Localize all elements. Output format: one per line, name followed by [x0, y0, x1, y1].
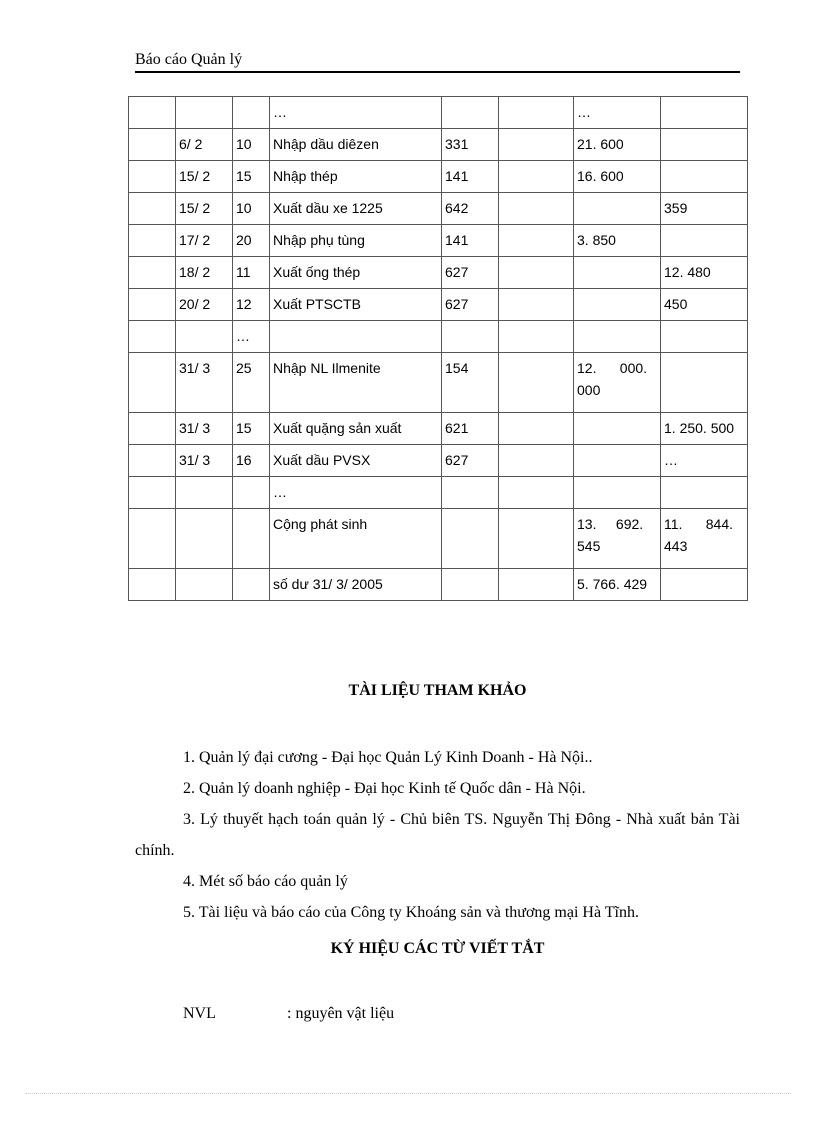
table-cell-col-doc-no: …	[233, 321, 270, 353]
table-cell-col-account: 331	[442, 129, 499, 161]
table-row	[129, 445, 748, 477]
table-cell-col-credit: …	[661, 445, 748, 477]
table-cell-col-credit	[661, 225, 748, 257]
table-cell-col-empty	[499, 289, 574, 321]
table-cell-col-blank	[129, 161, 176, 193]
reference-item: 4. Mét số báo cáo quản lý	[183, 873, 348, 890]
table-cell-col-blank	[129, 477, 176, 509]
table-cell-col-doc-no: 15	[233, 161, 270, 193]
table-row	[129, 97, 748, 129]
table-cell-col-credit	[661, 569, 748, 601]
table-cell-col-empty	[499, 97, 574, 129]
table-cell-col-debit	[574, 257, 661, 289]
table-cell-col-account	[442, 477, 499, 509]
table-cell-col-debit: …	[574, 97, 661, 129]
table-cell-col-account	[442, 509, 499, 569]
references-title: TÀI LIỆU THAM KHẢO	[348, 682, 527, 699]
table-cell-col-description: Nhập thép	[270, 161, 442, 193]
table-cell-col-account: 627	[442, 289, 499, 321]
table-row	[129, 413, 748, 445]
table-cell-col-description: Xuất PTSCTB	[270, 289, 442, 321]
table-cell-col-empty	[499, 193, 574, 225]
table-cell-col-debit: 5. 766. 429	[574, 569, 661, 601]
table-cell-col-doc-no	[233, 569, 270, 601]
table-cell-col-blank	[129, 445, 176, 477]
table-cell-col-debit: 3. 850	[574, 225, 661, 257]
table-cell-col-blank	[129, 509, 176, 569]
table-cell-col-credit: 12. 480	[661, 257, 748, 289]
table-cell-col-date	[176, 509, 233, 569]
abbreviations-title: KÝ HIỆU CÁC TỪ VIẾT TẮT	[330, 940, 545, 957]
table-cell-col-date: 6/ 2	[176, 129, 233, 161]
table-cell-col-account: 141	[442, 161, 499, 193]
table-cell-col-empty	[499, 161, 574, 193]
table-cell-col-doc-no: 10	[233, 129, 270, 161]
table-cell-col-credit: 450	[661, 289, 748, 321]
references-list	[135, 742, 740, 928]
table-cell-col-account: 141	[442, 225, 499, 257]
table-cell-col-credit	[661, 353, 748, 413]
table-cell-col-account: 627	[442, 445, 499, 477]
reference-item: 1. Quản lý đại cương - Đại học Quản Lý Kinh Doanh - Hà Nội..	[183, 749, 593, 766]
reference-item: 2. Quản lý doanh nghiệp - Đại học Kinh tế Quốc dân - Hà Nội.	[183, 780, 586, 797]
table-cell-col-blank	[129, 225, 176, 257]
page-header	[135, 50, 740, 73]
table-cell-col-date	[176, 569, 233, 601]
table-cell-col-description: Xuất dầu PVSX	[270, 445, 442, 477]
table-row	[129, 289, 748, 321]
table-row	[129, 509, 748, 569]
table-cell-col-credit: 359	[661, 193, 748, 225]
table-cell-col-blank	[129, 97, 176, 129]
table-cell-col-description: …	[270, 477, 442, 509]
table-cell-col-date: 18/ 2	[176, 257, 233, 289]
table-row	[129, 161, 748, 193]
table-cell-col-empty	[499, 257, 574, 289]
table-cell-col-description: số dư 31/ 3/ 2005	[270, 569, 442, 601]
table-cell-col-description: …	[270, 97, 442, 129]
table-cell-col-date: 31/ 3	[176, 353, 233, 413]
table-cell-col-doc-no: 12	[233, 289, 270, 321]
abbreviation-key: NVL	[183, 1005, 216, 1022]
table-cell-col-doc-no: 25	[233, 353, 270, 413]
table-cell-col-date: 31/ 3	[176, 445, 233, 477]
table-cell-col-credit	[661, 477, 748, 509]
table-cell-col-description: Nhập phụ tùng	[270, 225, 442, 257]
table-cell-col-account: 154	[442, 353, 499, 413]
table-cell-col-account: 627	[442, 257, 499, 289]
table-cell-col-date: 20/ 2	[176, 289, 233, 321]
table-cell-col-debit	[574, 477, 661, 509]
table-cell-col-credit	[661, 321, 748, 353]
table-cell-col-account	[442, 97, 499, 129]
table-row	[129, 321, 748, 353]
table-cell-col-empty	[499, 477, 574, 509]
table-cell-col-description: Xuất quặng sản xuất	[270, 413, 442, 445]
table-cell-col-debit: 13. 692. 545	[574, 509, 661, 569]
ledger-table	[128, 96, 748, 601]
table-cell-col-account: 621	[442, 413, 499, 445]
table-cell-col-empty	[499, 129, 574, 161]
table-cell-col-empty	[499, 353, 574, 413]
table-cell-col-blank	[129, 193, 176, 225]
abbreviation-row	[183, 1005, 394, 1023]
table-cell-col-debit	[574, 321, 661, 353]
table-cell-col-empty	[499, 321, 574, 353]
table-cell-col-debit	[574, 193, 661, 225]
table-cell-col-blank	[129, 129, 176, 161]
table-cell-col-date: 15/ 2	[176, 193, 233, 225]
table-cell-col-doc-no: 15	[233, 413, 270, 445]
table-cell-col-description	[270, 321, 442, 353]
table-cell-col-description: Xuất dầu xe 1225	[270, 193, 442, 225]
table-cell-col-description: Cộng phát sinh	[270, 509, 442, 569]
table-row	[129, 257, 748, 289]
table-cell-col-doc-no	[233, 477, 270, 509]
table-cell-col-description: Nhập NL Ilmenite	[270, 353, 442, 413]
table-cell-col-blank	[129, 353, 176, 413]
table-cell-col-doc-no	[233, 509, 270, 569]
table-cell-col-debit	[574, 413, 661, 445]
table-cell-col-account	[442, 569, 499, 601]
table-cell-col-blank	[129, 569, 176, 601]
table-row	[129, 569, 748, 601]
table-cell-col-credit	[661, 161, 748, 193]
reference-item: 5. Tài liệu và báo cáo của Công ty Khoáng sản và thương mại Hà Tĩnh.	[183, 904, 639, 921]
table-cell-col-date	[176, 321, 233, 353]
table-cell-col-account: 642	[442, 193, 499, 225]
table-cell-col-debit: 12. 000. 000	[574, 353, 661, 413]
table-cell-col-blank	[129, 289, 176, 321]
table-row	[129, 477, 748, 509]
table-cell-col-empty	[499, 509, 574, 569]
table-cell-col-account	[442, 321, 499, 353]
table-cell-col-credit	[661, 97, 748, 129]
table-cell-col-debit: 16. 600	[574, 161, 661, 193]
table-cell-col-debit	[574, 289, 661, 321]
table-cell-col-doc-no: 11	[233, 257, 270, 289]
table-cell-col-date: 31/ 3	[176, 413, 233, 445]
table-cell-col-description: Xuất ống thép	[270, 257, 442, 289]
table-row	[129, 353, 748, 413]
table-row	[129, 193, 748, 225]
table-cell-col-empty	[499, 569, 574, 601]
table-cell-col-doc-no: 20	[233, 225, 270, 257]
table-cell-col-empty	[499, 225, 574, 257]
table-cell-col-blank	[129, 321, 176, 353]
table-cell-col-description: Nhập dầu diêzen	[270, 129, 442, 161]
abbreviation-value: : nguyên vật liệu	[287, 1005, 395, 1022]
table-cell-col-doc-no: 10	[233, 193, 270, 225]
table-cell-col-empty	[499, 445, 574, 477]
table-cell-col-date	[176, 477, 233, 509]
table-row	[129, 225, 748, 257]
table-cell-col-date: 15/ 2	[176, 161, 233, 193]
table-cell-col-credit: 11. 844. 443	[661, 509, 748, 569]
table-cell-col-debit	[574, 445, 661, 477]
page-footer-rule	[25, 1093, 791, 1094]
reference-item: 3. Lý thuyết hạch toán quản lý - Chủ biên TS. Nguyễn Thị Đông - Nhà xuất bản Tài chính.	[135, 811, 740, 859]
table-row	[129, 129, 748, 161]
table-cell-col-empty	[499, 413, 574, 445]
table-cell-col-credit: 1. 250. 500	[661, 413, 748, 445]
page-header-title: Báo cáo Quản lý	[135, 51, 243, 68]
table-cell-col-doc-no	[233, 97, 270, 129]
table-cell-col-date	[176, 97, 233, 129]
table-cell-col-doc-no: 16	[233, 445, 270, 477]
table-cell-col-blank	[129, 413, 176, 445]
table-cell-col-credit	[661, 129, 748, 161]
table-cell-col-date: 17/ 2	[176, 225, 233, 257]
table-cell-col-blank	[129, 257, 176, 289]
table-cell-col-debit: 21. 600	[574, 129, 661, 161]
